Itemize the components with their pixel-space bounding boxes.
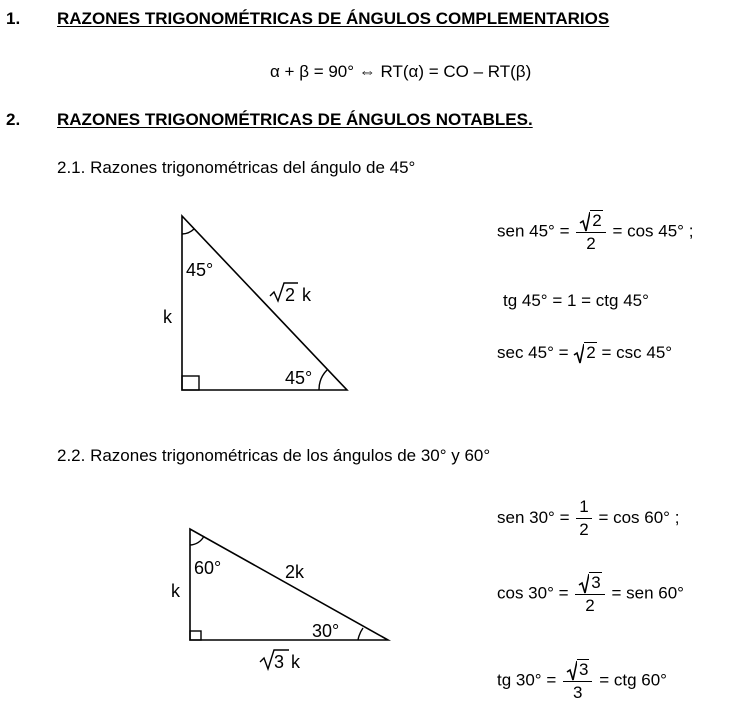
subsection-2-2-title: 2.2. Razones trigonométricas de los ángulos de 30° y 60° — [57, 446, 491, 465]
triangle-30-60 — [160, 520, 400, 690]
tg-30-equation — [497, 659, 667, 703]
base-radicand: 3 — [274, 652, 285, 672]
sen-30-label: sen 30° = — [497, 507, 570, 527]
triangle-45 — [150, 205, 370, 405]
bottom-angle-label: 30° — [312, 621, 340, 641]
base-label — [260, 650, 301, 672]
triangle-30-60-outline — [190, 529, 388, 640]
hypotenuse-label: 2k — [285, 562, 305, 582]
sen-30-result: = cos 60° ; — [598, 507, 680, 527]
tg-30-fraction — [563, 659, 592, 703]
sen-45-label: sen 45° = — [497, 221, 570, 241]
top-angle-arc — [190, 536, 204, 545]
sen-45-radicand: 2 — [592, 211, 602, 230]
sqrt-icon — [574, 344, 584, 363]
sqrt-icon — [567, 661, 577, 680]
sen-45-equation — [497, 210, 693, 254]
triangle-45-outline — [182, 216, 347, 390]
base-k: k — [291, 652, 300, 672]
sen-45-denominator: 2 — [586, 234, 596, 253]
tg-30-label: tg 30° = — [497, 670, 557, 690]
top-angle-label: 45° — [186, 260, 214, 280]
right-angle-mark — [190, 631, 201, 640]
bottom-angle-label: 45° — [285, 368, 313, 388]
hypotenuse-label — [270, 283, 312, 305]
sqrt-icon — [580, 212, 590, 231]
bottom-angle-arc — [319, 370, 327, 390]
cos-30-equation — [497, 572, 684, 616]
tg-30-denominator: 3 — [573, 683, 583, 702]
complementary-identity: α + β = 90° ⇔ RT(α) = CO – RT(β) — [270, 62, 532, 81]
leg-label: k — [171, 581, 180, 601]
cos-30-denominator: 2 — [585, 596, 595, 615]
sen-45-result: = cos 45° ; — [612, 221, 694, 241]
leg-label: k — [163, 307, 172, 327]
cos-30-label: cos 30° = — [497, 583, 569, 603]
top-angle-label: 60° — [194, 558, 222, 578]
cos-30-radicand: 3 — [591, 573, 601, 592]
section2-number: 2. — [6, 110, 21, 129]
sec-45-radical — [573, 342, 596, 363]
subsection-2-1-title: 2.1. Razones trigonométricas del ángulo de 45° — [57, 158, 416, 177]
tg-30-radicand: 3 — [579, 660, 589, 679]
bottom-angle-arc — [358, 628, 363, 640]
section1-number: 1. — [6, 9, 21, 28]
sen-45-fraction — [576, 210, 605, 254]
sqrt-icon — [579, 574, 589, 593]
cos-30-result: = sen 60° — [611, 583, 684, 603]
tg-30-result: = ctg 60° — [599, 670, 667, 690]
hyp-radicand: 2 — [285, 285, 296, 305]
top-angle-arc — [182, 229, 194, 234]
sec-45-radicand: 2 — [586, 343, 596, 362]
right-angle-mark — [182, 376, 199, 390]
section2-title: RAZONES TRIGONOMÉTRICAS DE ÁNGULOS NOTABLES. — [57, 110, 533, 129]
sen-30-equation — [497, 497, 679, 540]
hyp-k: k — [302, 285, 311, 305]
cos-30-fraction — [575, 572, 604, 616]
sec-45-result: = csc 45° — [601, 343, 673, 362]
sen-30-numerator: 1 — [576, 497, 591, 519]
section1-title: RAZONES TRIGONOMÉTRICAS DE ÁNGULOS COMPLEMENTARIOS — [57, 9, 610, 28]
sec-45-label: sec 45° = — [497, 343, 569, 362]
sec-45-equation — [497, 342, 672, 363]
sen-30-fraction — [576, 497, 591, 540]
tg-45-equation: tg 45° = 1 = ctg 45° — [503, 291, 649, 310]
sen-30-denominator: 2 — [579, 520, 589, 539]
